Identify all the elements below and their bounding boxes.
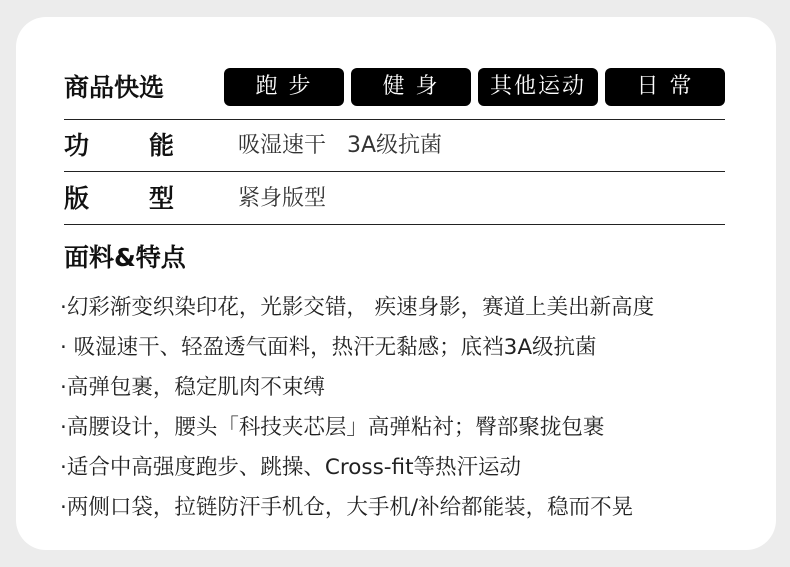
attribute-label-char: 功 (64, 131, 90, 160)
divider (64, 171, 725, 172)
feature-item: ·幻彩渐变织染印花，光影交错， 疾速身影，赛道上美出新高度 (60, 295, 655, 320)
attribute-label (64, 174, 174, 224)
attribute-value: 吸湿速干 3A级抗菌 (238, 133, 443, 158)
feature-item: ·高腰设计，腰头「科技夹芯层」高弹粘衬；臀部聚拢包裹 (60, 415, 605, 440)
divider (64, 224, 725, 225)
attribute-label (64, 121, 174, 171)
quick-select-title: 商品快选 (64, 73, 165, 102)
feature-item: ·高弹包裹，稳定肌肉不束缚 (60, 375, 325, 400)
attribute-row-function (64, 121, 725, 171)
attribute-label-char: 能 (148, 131, 174, 160)
feature-list (60, 288, 654, 528)
feature-item: · 吸湿速干、轻盈透气面料，热汗无黏感；底裆3A级抗菌 (60, 335, 597, 360)
attribute-label-char: 版 (64, 184, 90, 213)
chip-other-sports[interactable]: 其他运动 (478, 68, 598, 106)
feature-item: ·适合中高强度跑步、跳操、Cross-fit等热汗运动 (60, 455, 522, 480)
attribute-value: 紧身版型 (238, 186, 327, 211)
divider (64, 119, 725, 120)
attribute-label-char: 型 (148, 184, 174, 213)
chip-fitness[interactable]: 健 身 (351, 68, 471, 106)
feature-item: ·两侧口袋，拉链防汗手机仓，大手机/补给都能装，稳而不晃 (60, 495, 634, 520)
chip-daily[interactable]: 日 常 (605, 68, 725, 106)
attribute-row-fit (64, 174, 725, 224)
quick-select-row (64, 68, 725, 110)
chip-running[interactable]: 跑 步 (224, 68, 344, 106)
features-title: 面料&特点 (64, 243, 186, 272)
